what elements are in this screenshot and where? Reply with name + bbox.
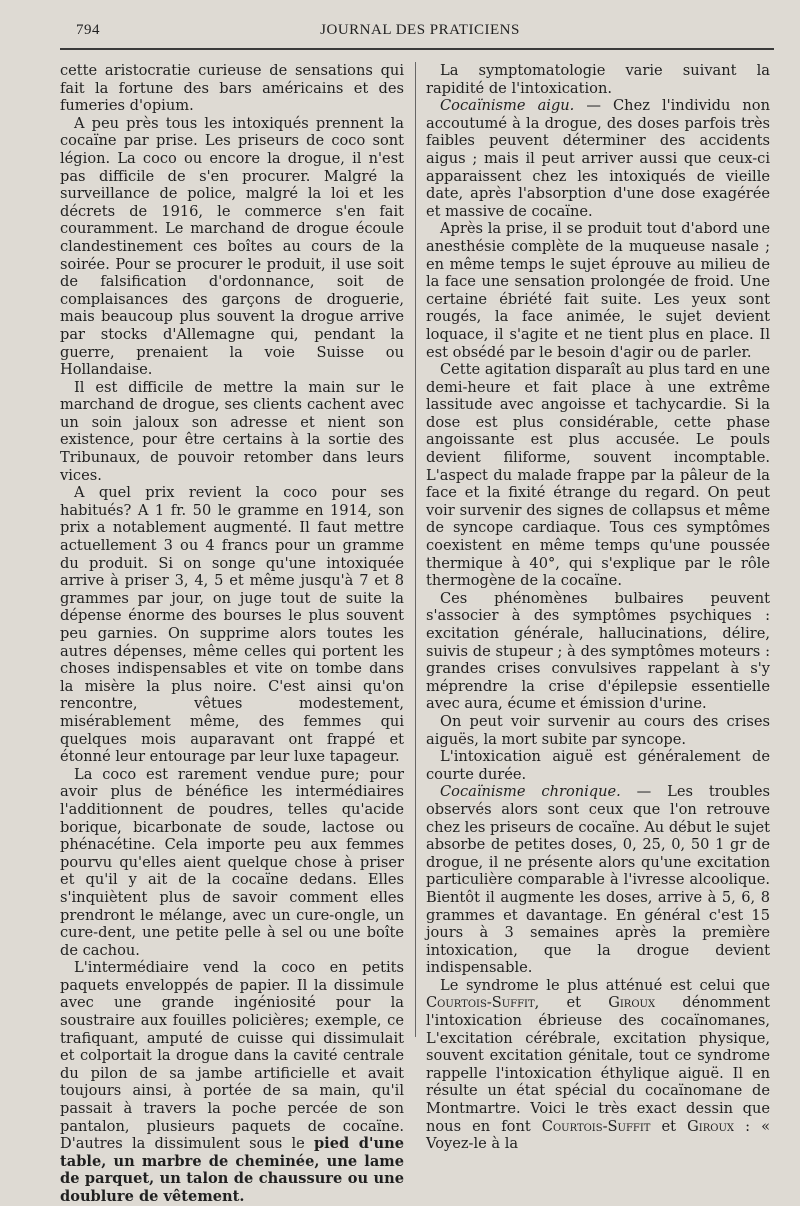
paragraph-text: — Chez l'individu non accoutumé à la drogue, des doses parfois très faibles peuvent déterminer des accidents aigus ; mais il peut arriver aussi que ceux-ci apparaissent chez les intoxiqués de vieille date, après l'absorption d'une dose exagérée et massive de cocaïne. [426, 97, 770, 220]
paragraph-text: , et [534, 994, 609, 1012]
paragraph-text: — Les troubles observés alors sont ceux que l'on retrouve chez les priseurs de cocaïne. Au début le sujet absorbe de petites doses, 0, 25, 0, 50 1 gr de drogue, il ne présente alors qu'une excitation particulière comparable à l'ivresse alcoolique. Bientôt il augmente les doses, arrive à 5, 6, 8 grammes et davantage. En général c'est 15 jours à 3 semaines après la première intoxication, que la drogue devient indispensable. [426, 783, 770, 977]
paragraph [426, 977, 770, 1153]
paragraph: A quel prix revient la coco pour ses habitués? A 1 fr. 50 le gramme en 1914, son prix a notablement augmenté. Il faut mettre actuellement 3 ou 4 francs pour un gramme du produit. Si on songe qu'une intoxiquée arrive à priser 3, 4, 5 et même jusqu'à 7 et 8 grammes par jour, on juge tout de suite la dépense énorme des bourses le plus souvent peu garnies. On supprime alors toutes les autres dépenses, même celles qui portent les choses indispensables et vite on tombe dans la misère la plus noire. C'est ainsi qu'on rencontre, vêtues modestement, misérablement même, des femmes qui quelques mois auparavant ont frappé et étonné leur entourage par leur luxe tapageur. [60, 484, 404, 766]
paragraph: Après la prise, il se produit tout d'abord une anesthésie complète de la muqueuse nasale ; en même temps le sujet éprouve au milieu de la face une sensation prolongée de froid. Une certaine ébriété fait suite. Les yeux sont rougés, la face animée, le sujet devient loquace, il s'agite et ne tient plus en place. Il est obsédé par le besoin d'agir ou de parler. [426, 220, 770, 361]
running-head [66, 22, 774, 44]
page-number: 794 [76, 22, 100, 38]
paragraph-text: et [650, 1117, 688, 1135]
column-divider [415, 62, 416, 1037]
header-rule [60, 48, 774, 50]
paragraph: La coco est rarement vendue pure; pour avoir plus de bénéfice les intermédiaires l'additionnent de poudres, telles qu'acide borique, bicarbonate de soude, lactose ou phénacétine. Cela importe peu aux femmes pourvu qu'elles aient quelque chose à priser et qu'il y ait de la cocaïne dedans. Elles s'inquiètent plus de savoir comment elles prendront le mélange, avec un cure-ongle, un cure-dent, une petite pelle à sel ou une boîte de cachou. [60, 765, 404, 959]
paragraph: On peut voir survenir au cours des crises aiguës, la mort subite par syncope. [426, 712, 770, 748]
paragraph: Ces phénomènes bulbaires peuvent s'associer à des symptômes psychiques : excitation générale, hallucinations, délire, suivis de stupeur ; à des symptômes moteurs : grandes crises convulsives rappelant à s'y méprendre la crise d'épilepsie essentielle avec aura, écume et émission d'urine. [426, 589, 770, 713]
paragraph-text: L'intermédiaire vend la coco en petits paquets enveloppés de papier. Il la dissimule avec une grande ingéniosité pour la soustraire aux fouilles policières; exemple, ce trafiquant, amputé de cuisse qui dissimulait et colportait la drogue dans la cavité centrale du pilon de sa jambe artificielle et avait toujours ainsi, à portée de sa main, qu'il passait à travers la poche percée de son pantalon, plusieurs paquets de cocaïne. D'autres la dissimulent sous le [60, 959, 404, 1153]
section-title: Cocaïnisme chronique. [440, 783, 621, 801]
left-column [60, 62, 404, 1205]
paragraph: La symptomatologie varie suivant la rapidité de l'intoxication. [426, 62, 770, 97]
section-title: Cocaïnisme aigu. [440, 97, 575, 115]
author-name: Courtois-Suffit [541, 1117, 651, 1135]
author-name: Giroux [608, 994, 656, 1012]
paragraph [426, 97, 770, 220]
paragraph [60, 959, 404, 1205]
journal-title: JOURNAL DES PRATICIENS [320, 22, 520, 38]
right-column [426, 62, 771, 1153]
paragraph-text: : « Voyez-le à la [426, 1117, 771, 1153]
paragraph: Il est difficile de mettre la main sur le marchand de drogue, ses clients cachent avec un soin jaloux son adresse et nient son existence, pour être certains à la sortie des Tribunaux, de pouvoir retomber dans leurs vices. [60, 378, 404, 484]
author-name: Giroux [687, 1117, 735, 1135]
paragraph: cette aristocratie curieuse de sensations qui fait la fortune des bars américains et des fumeries d'opium. [60, 62, 404, 115]
author-name: Courtois-Suffit [426, 994, 535, 1012]
text-columns [60, 62, 778, 1205]
paragraph-text: dénomment l'intoxication ébrieuse des cocaïnomanes, L'excitation cérébrale, excitation physique, souvent excitation génitale, tout ce syndrome rappelle l'intoxication éthylique aiguë. Il en résulte un état spécial du cocaïnomane de Montmartre. Voici le très exact dessin que nous en font [426, 994, 770, 1135]
paragraph-text: Le syndrome le plus atténué est celui que [440, 976, 770, 994]
paragraph: L'intoxication aiguë est généralement de courte durée. [426, 748, 770, 783]
bold-text: pied d'une table, un marbre de cheminée, une lame de parquet, un talon de chaussure ou une doublure de vêtement. [60, 1135, 404, 1205]
paragraph: Cette agitation disparaît au plus tard en une demi-heure et fait place à une extrême lassitude avec angoisse et tachycardie. Si la dose est plus considérable, cette phase angoissante est plus accusée. Le pouls devient filiforme, souvent incomptable. L'aspect du malade frappe par la pâleur de la face et la fixité étrange du regard. On peut voir survenir des signes de collapsus et même de syncope cardiaque. Tous ces symptômes coexistent en même temps qu'une poussée thermique à 40°, qui s'explique par le rôle thermogène de la cocaïne. [426, 361, 770, 590]
paragraph [426, 783, 770, 977]
paragraph: A peu près tous les intoxiqués prennent la cocaïne par prise. Les priseurs de coco sont légion. La coco ou encore la drogue, il n'est pas difficile de s'en procurer. Malgré la surveillance de police, malgré la loi et les décrets de 1916, le commerce s'en fait couramment. Le marchand de drogue écoule clandestinement ces boîtes au cours de la soirée. Pour se procurer le produit, il use soit de falsification d'ordonnance, soit de complaisances des garçons de droguerie, mais beaucoup plus souvent la drogue arrive par stocks d'Allemagne qui, pendant la guerre, prenaient la voie Suisse ou Hollandaise. [60, 114, 404, 379]
